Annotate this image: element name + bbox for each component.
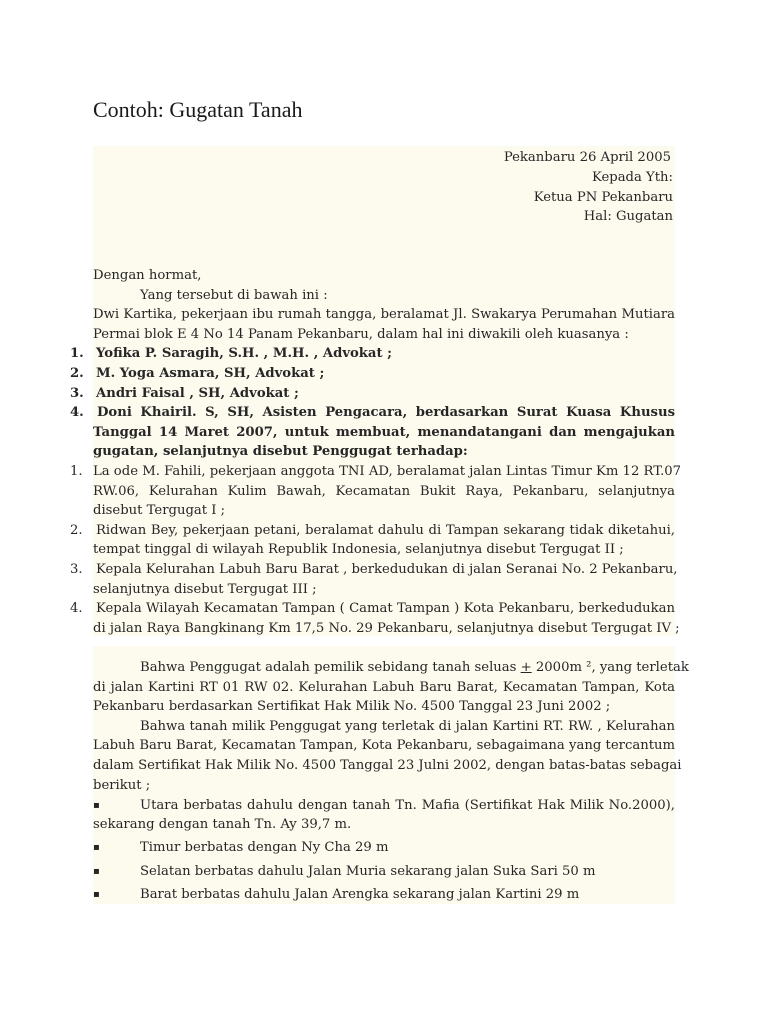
plus-minus-sign: + bbox=[520, 660, 532, 675]
para1-line-3: Pekanbaru berdasarkan Sertifikat Hak Milik No. 4500 Tanggal 23 Juni 2002 ; bbox=[93, 699, 611, 714]
letter-addressee-label: Kepada Yth: bbox=[591, 170, 673, 185]
defendant-number: 2. bbox=[70, 523, 83, 538]
para1-line-1 bbox=[140, 658, 689, 678]
para2-line-4: berikut ; bbox=[93, 778, 151, 793]
bullet-icon: ▪ bbox=[93, 889, 100, 900]
defendant-number: 1. bbox=[70, 464, 83, 479]
defendant-item-cont: selanjutnya disebut Tergugat III ; bbox=[93, 582, 317, 597]
bullet-icon: ▪ bbox=[93, 800, 100, 811]
defendant-item: Kepala Wilayah Kecamatan Tampan ( Camat Tampan ) Kota Pekanbaru, berkedudukan bbox=[96, 601, 675, 616]
lawyer-item: Doni Khairil. S, SH, Asisten Pengacara, berdasarkan Surat Kuasa Khusus bbox=[97, 405, 675, 420]
lawyer-item: Yofika P. Saragih, S.H. , M.H. , Advokat ; bbox=[96, 346, 393, 361]
lawyer-number: 3. bbox=[70, 386, 84, 401]
intro-line-3: Permai blok E 4 No 14 Panam Pekanbaru, dalam hal ini diwakili oleh kuasanya : bbox=[93, 327, 629, 342]
para1-line-1-b: 2000m ², yang terletak bbox=[531, 660, 689, 675]
defendant-item-cont: disebut Tergugat I ; bbox=[93, 503, 226, 518]
defendant-item: Ridwan Bey, pekerjaan petani, beralamat dahulu di Tampan sekarang tidak diketahui, bbox=[96, 523, 675, 538]
boundary-west: Barat berbatas dahulu Jalan Arengka sekarang jalan Kartini 29 m bbox=[140, 887, 580, 902]
defendant-item: Kepala Kelurahan Labuh Baru Barat , berkedudukan di jalan Seranai No. 2 Pekanbaru, bbox=[96, 562, 678, 577]
intro-line-1: Yang tersebut di bawah ini : bbox=[140, 288, 328, 303]
bullet-icon: ▪ bbox=[93, 842, 100, 853]
lawyer-item: M. Yoga Asmara, SH, Advokat ; bbox=[96, 366, 325, 381]
lawyer-item-cont: gugatan, selanjutnya disebut Penggugat terhadap: bbox=[93, 444, 468, 459]
letter-recipient: Ketua PN Pekanbaru bbox=[533, 190, 673, 205]
defendant-number: 3. bbox=[70, 562, 83, 577]
boundary-east: Timur berbatas dengan Ny Cha 29 m bbox=[140, 840, 389, 855]
letter-date: Pekanbaru 26 April 2005 bbox=[503, 150, 671, 165]
bullet-icon: ▪ bbox=[93, 866, 100, 877]
para2-line-1: Bahwa tanah milik Penggugat yang terletak di jalan Kartini RT. RW. , Kelurahan bbox=[140, 719, 675, 734]
defendant-item-cont: RW.06, Kelurahan Kulim Bawah, Kecamatan Bukit Raya, Pekanbaru, selanjutnya bbox=[93, 484, 675, 499]
para1-line-2: di jalan Kartini RT 01 RW 02. Kelurahan Labuh Baru Barat, Kecamatan Tampan, Kota bbox=[93, 680, 675, 695]
lawyer-item: Andri Faisal , SH, Advokat ; bbox=[96, 386, 299, 401]
para2-line-3: dalam Sertifikat Hak Milik No. 4500 Tanggal 23 Julni 2002, dengan batas-batas sebagai bbox=[93, 758, 682, 773]
letter-subject: Hal: Gugatan bbox=[583, 209, 673, 224]
intro-line-2: Dwi Kartika, pekerjaan ibu rumah tangga, beralamat Jl. Swakarya Perumahan Mutiara bbox=[93, 307, 675, 322]
defendant-item-cont: di jalan Raya Bangkinang Km 17,5 No. 29 Pekanbaru, selanjutnya disebut Tergugat IV ; bbox=[93, 621, 680, 636]
boundary-north-cont: sekarang dengan tanah Tn. Ay 39,7 m. bbox=[93, 817, 352, 832]
lawyer-item-cont: Tanggal 14 Maret 2007, untuk membuat, menandatangani dan mengajukan bbox=[93, 425, 675, 440]
defendant-item: La ode M. Fahili, pekerjaan anggota TNI AD, beralamat jalan Lintas Timur Km 12 RT.07 bbox=[93, 464, 682, 479]
lawyer-number: 4. bbox=[70, 405, 84, 420]
boundary-south: Selatan berbatas dahulu Jalan Muria sekarang jalan Suka Sari 50 m bbox=[140, 864, 596, 879]
boundary-north: Utara berbatas dahulu dengan tanah Tn. Mafia (Sertifikat Hak Milik No.2000), bbox=[140, 798, 675, 813]
para2-line-2: Labuh Baru Barat, Kecamatan Tampan, Kota Pekanbaru, sebagaimana yang tercantum bbox=[93, 738, 675, 753]
defendant-number: 4. bbox=[70, 601, 83, 616]
lawyer-number: 2. bbox=[70, 366, 84, 381]
greeting: Dengan hormat, bbox=[93, 268, 202, 283]
document-title: Contoh: Gugatan Tanah bbox=[93, 97, 303, 122]
defendant-item-cont: tempat tinggal di wilayah Republik Indonesia, selanjutnya disebut Tergugat II ; bbox=[93, 542, 624, 557]
para1-line-1-a: Bahwa Penggugat adalah pemilik sebidang tanah seluas bbox=[140, 660, 521, 675]
lawyer-number: 1. bbox=[70, 346, 84, 361]
